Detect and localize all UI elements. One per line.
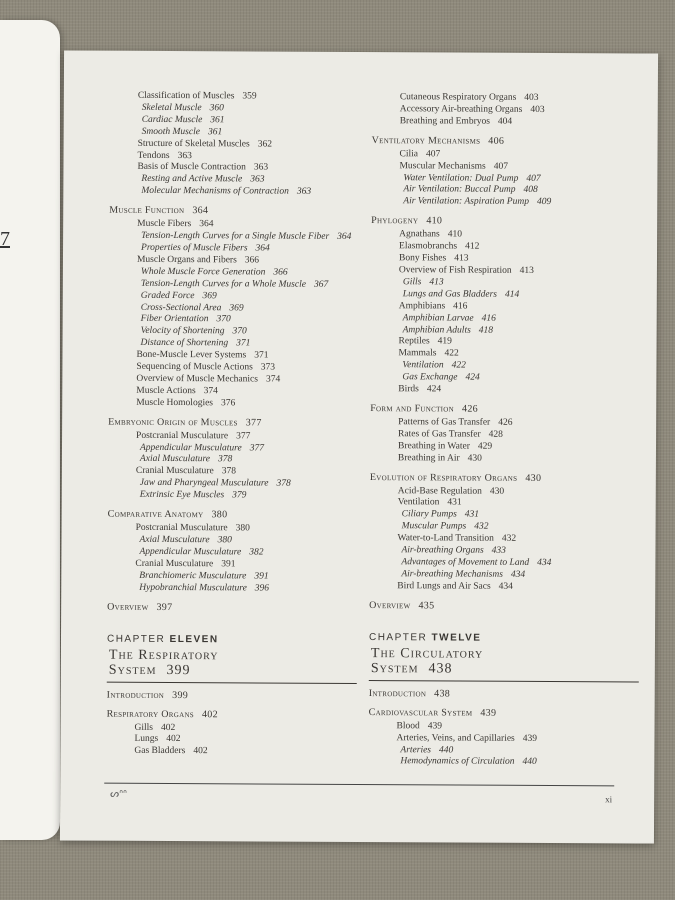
entry-title: Elasmobranchs xyxy=(399,241,458,252)
entry-title: Blood xyxy=(396,720,420,732)
entry-title: Velocity of Shortening xyxy=(140,326,225,337)
page-ref: 363 xyxy=(177,150,192,161)
page-ref: 371 xyxy=(236,338,251,349)
page-ref: 438 xyxy=(428,661,453,677)
entry-title: Advantages of Movement to Land xyxy=(401,557,530,568)
entry-title: Muscular Mechanisms xyxy=(399,160,486,172)
toc-section-heading xyxy=(107,689,357,702)
page-ref: 434 xyxy=(510,569,526,580)
entry-title: Respiratory Organs xyxy=(106,708,195,720)
entry-title: Appendicular Musculature xyxy=(139,442,242,453)
page-ref: 416 xyxy=(481,313,496,324)
entry-title: Ventilatory Mechanisms xyxy=(371,134,481,147)
entry-title: Tension-Length Curves for a Single Muscle Fiber xyxy=(141,230,330,242)
page-ref: 412 xyxy=(465,241,480,252)
page-ref: 359 xyxy=(242,91,257,102)
page-ref: 432 xyxy=(501,533,517,545)
page-ref: 361 xyxy=(207,126,223,137)
entry-title: Air-breathing Mechanisms xyxy=(401,569,503,580)
page-ref: 440 xyxy=(522,757,537,768)
chapter-number: ELEVEN xyxy=(169,633,219,645)
page-ref: 364 xyxy=(337,231,352,243)
page-ref: 402 xyxy=(160,722,176,733)
toc-entry xyxy=(108,397,358,410)
page-ref: 409 xyxy=(536,197,552,208)
page-ref: 410 xyxy=(447,229,463,240)
page-ref: 434 xyxy=(498,581,513,592)
entry-title: Cardiac Muscle xyxy=(141,114,203,125)
page-ref: 407 xyxy=(493,161,509,172)
toc-entry xyxy=(372,116,642,129)
entry-title: Comparative Anatomy xyxy=(107,508,204,521)
page-ref: 397 xyxy=(156,601,173,613)
toc-page xyxy=(60,50,658,843)
chapter-label: CHAPTER ELEVEN xyxy=(106,633,219,645)
toc-subentry xyxy=(109,186,359,199)
entry-title: Cardiovascular System xyxy=(368,706,473,719)
entry-title: Muscle Function xyxy=(109,204,185,217)
page-ref: 432 xyxy=(474,521,489,532)
entry-title: Basis of Muscle Contraction xyxy=(137,162,246,173)
entry-title: Axial Musculature xyxy=(139,454,211,465)
entry-title: Resting and Active Muscle xyxy=(141,174,243,185)
entry-title: Fiber Orientation xyxy=(140,314,209,325)
page-ref: 416 xyxy=(453,301,468,312)
page-ref: 374 xyxy=(265,374,281,385)
page-ref: 408 xyxy=(523,185,538,196)
page-ref: 363 xyxy=(296,186,312,197)
page-ref: 378 xyxy=(221,466,236,477)
page-ref: 369 xyxy=(202,290,217,301)
entry-title: Rates of Gas Transfer xyxy=(398,429,481,440)
entry-title: Ciliary Pumps xyxy=(401,509,457,520)
entry-title: Breathing in Water xyxy=(397,440,470,452)
toc-entry xyxy=(106,746,356,759)
entry-title: Mammals xyxy=(398,348,437,359)
page-ref: 369 xyxy=(229,302,244,313)
entry-title: Accessory Air-breathing Organs xyxy=(399,104,523,115)
page-ref: 377 xyxy=(245,417,262,429)
page-ref: 371 xyxy=(254,350,269,361)
entry-title: Jaw and Pharyngeal Musculature xyxy=(139,478,269,489)
page-ref: 413 xyxy=(454,253,469,264)
entry-title: Muscle Actions xyxy=(136,385,196,396)
entry-title: Amphibian Larvae xyxy=(402,312,474,324)
entry-title: Birds xyxy=(398,384,419,395)
page-number: xi xyxy=(605,794,613,805)
entry-title: Axial Musculature xyxy=(139,534,210,546)
page-ref: 428 xyxy=(488,429,503,440)
chapter-title-line: System 399 xyxy=(108,662,191,678)
page-ref: 424 xyxy=(465,372,480,383)
entry-title: Introduction xyxy=(106,689,165,701)
entry-title: Whole Muscle Force Generation xyxy=(140,266,266,278)
entry-title: Acid-Base Regulation xyxy=(397,485,482,497)
entry-title: Overview of Muscle Mechanics xyxy=(136,373,259,385)
entry-title: Sequencing of Muscle Actions xyxy=(136,361,253,373)
footer-rule xyxy=(104,783,614,787)
entry-title: Gas Exchange xyxy=(402,372,458,383)
entry-title: Breathing and Embryos xyxy=(399,116,490,127)
page-ref: 439 xyxy=(522,733,538,744)
toc-section-heading xyxy=(369,688,639,701)
page-ref: 403 xyxy=(524,92,539,103)
entry-title: Cranial Musculature xyxy=(135,558,214,570)
toc-section-heading xyxy=(370,472,640,485)
page-ref: 430 xyxy=(467,453,482,464)
entry-title: Muscle Organs and Fibers xyxy=(136,254,237,266)
page-ref: 363 xyxy=(253,162,269,173)
toc-section-heading xyxy=(372,135,642,148)
page-ref: 407 xyxy=(526,173,541,184)
entry-title: Gas Bladders xyxy=(134,746,186,757)
entry-title: Postcranial Musculature xyxy=(136,430,229,441)
entry-title: Classification of Muscles xyxy=(137,90,235,102)
toc-subentry xyxy=(108,490,358,503)
page-ref: 440 xyxy=(438,744,454,756)
page-ref: 396 xyxy=(254,583,270,594)
entry-title: Breathing in Air xyxy=(397,452,460,464)
toc-section-heading xyxy=(108,416,358,429)
entry-title: Evolution of Respiratory Organs xyxy=(369,471,518,484)
entry-title: Ventilation xyxy=(402,360,444,371)
page-ref: 361 xyxy=(210,115,225,126)
toc-section-heading xyxy=(371,215,641,228)
entry-title: Extrinsic Eye Muscles xyxy=(139,490,225,501)
toc-subentry xyxy=(371,196,641,209)
entry-title: Introduction xyxy=(368,687,427,700)
page-ref: 364 xyxy=(255,243,270,254)
toc-section-heading xyxy=(107,601,357,614)
toc-entry xyxy=(370,384,640,397)
entry-title: Phylogeny xyxy=(371,215,419,227)
entry-title: Patterns of Gas Transfer xyxy=(398,417,491,428)
entry-title: Muscular Pumps xyxy=(401,521,467,532)
page-ref: 402 xyxy=(193,746,208,757)
entry-title: Muscle Homologies xyxy=(136,397,214,408)
entry-title: Arteries xyxy=(400,744,432,755)
entry-title: Distance of Shortening xyxy=(140,338,229,349)
page-ref: 380 xyxy=(235,523,250,534)
entry-title: Overview xyxy=(369,599,411,611)
page-ref: 399 xyxy=(172,689,189,701)
page-ref: 402 xyxy=(201,708,218,720)
toc-section-heading xyxy=(109,205,359,218)
page-ref: 431 xyxy=(464,509,480,521)
page-ref: 422 xyxy=(451,360,466,371)
toc-entry xyxy=(370,453,640,466)
chapter-title xyxy=(107,647,357,683)
facing-page-edge xyxy=(0,20,60,840)
page-ref: 407 xyxy=(425,149,441,160)
page-ref: 430 xyxy=(489,486,505,497)
page-ref: 382 xyxy=(249,547,264,558)
page-ref: 360 xyxy=(209,103,224,114)
entry-title: Air Ventilation: Aspiration Pump xyxy=(403,196,530,208)
entry-title: Bird Lungs and Air Sacs xyxy=(397,581,491,592)
page-ref: 373 xyxy=(260,362,276,373)
page-ref: 364 xyxy=(192,205,209,217)
page-ref: 379 xyxy=(232,490,247,501)
entry-title: Smooth Muscle xyxy=(141,126,200,137)
page-ref: 378 xyxy=(276,478,291,489)
page-ref: 433 xyxy=(491,545,506,556)
entry-title: Postcranial Musculature xyxy=(135,522,228,534)
entry-title: Form and Function xyxy=(370,402,455,415)
chapter-title-line: System 438 xyxy=(370,660,453,677)
entry-title: Overview of Fish Respiration xyxy=(398,265,512,276)
chapter-title-line: The Respiratory xyxy=(108,647,219,663)
publisher-logo-icon: ᔕᐢᐢ xyxy=(110,788,127,800)
toc-section-heading xyxy=(369,707,639,720)
entry-title: Properties of Muscle Fibers xyxy=(141,242,248,254)
page-ref: 414 xyxy=(504,289,520,300)
page-ref: 367 xyxy=(313,279,329,290)
entry-title: Reptiles xyxy=(398,336,430,347)
entry-title: Hypobranchial Musculature xyxy=(139,582,247,594)
entry-title: Lungs and Gas Bladders xyxy=(402,289,498,300)
entry-title: Tension-Length Curves for a Whole Muscle xyxy=(140,278,306,290)
entry-title: Water Ventilation: Dual Pump xyxy=(403,172,519,184)
entry-title: Branchiomeric Musculature xyxy=(139,570,247,582)
page-ref: 399 xyxy=(166,662,191,678)
page-ref: 424 xyxy=(426,384,442,395)
page-ref: 418 xyxy=(478,325,494,336)
toc-entry xyxy=(369,581,639,594)
chapter-number: TWELVE xyxy=(431,632,482,644)
entry-title: Cilia xyxy=(399,148,419,160)
page-ref: 366 xyxy=(273,267,288,278)
page-ref: 403 xyxy=(530,104,545,115)
entry-title: Appendicular Musculature xyxy=(139,546,242,558)
page-ref: 438 xyxy=(434,688,451,700)
page-ref: 439 xyxy=(480,707,497,719)
toc-section-heading xyxy=(370,403,640,416)
entry-title: Water-to-Land Transition xyxy=(397,533,494,544)
entry-title: Ventilation xyxy=(397,497,440,508)
entry-title: Amphibian Adults xyxy=(402,324,471,336)
toc-section-heading xyxy=(107,708,357,721)
page-ref: 374 xyxy=(203,386,218,397)
entry-title: Air-breathing Organs xyxy=(401,545,484,556)
page-ref: 434 xyxy=(537,557,552,569)
entry-title: Structure of Skeletal Muscles xyxy=(137,138,250,150)
page-ref: 370 xyxy=(216,314,231,325)
entry-title: Embryonic Origin of Muscles xyxy=(108,416,238,429)
page-ref: 431 xyxy=(447,497,462,509)
entry-title: Tendons xyxy=(137,150,170,161)
page-ref: 426 xyxy=(498,417,513,428)
page-ref: 429 xyxy=(477,441,493,452)
page-ref: 380 xyxy=(217,535,232,546)
entry-title: Agnathans xyxy=(399,229,440,240)
entry-title: Molecular Mechanisms of Contraction xyxy=(141,186,289,197)
entry-title: Cranial Musculature xyxy=(135,466,214,477)
toc-section-heading xyxy=(369,600,639,613)
page-ref: 402 xyxy=(166,734,181,745)
toc-left-column xyxy=(106,91,359,760)
entry-title: Air Ventilation: Buccal Pump xyxy=(403,184,516,196)
page-ref: 377 xyxy=(236,431,251,442)
page-ref: 413 xyxy=(519,265,534,276)
toc-subentry xyxy=(107,582,357,595)
entry-title: Muscle Fibers xyxy=(137,218,192,230)
entry-title: Hemodynamics of Circulation xyxy=(400,756,515,768)
chapter-label: CHAPTER TWELVE xyxy=(368,631,482,644)
page-ref: 391 xyxy=(254,571,269,582)
page-ref: 376 xyxy=(220,398,236,409)
entry-title: Amphibians xyxy=(398,300,446,312)
page-ref: 430 xyxy=(525,472,542,484)
page-ref: 377 xyxy=(249,442,265,454)
entry-title: Gills xyxy=(134,722,154,733)
page-ref: 413 xyxy=(429,277,444,288)
entry-title: Graded Force xyxy=(140,290,195,301)
page-ref: 363 xyxy=(250,174,265,185)
entry-title: Bone-Muscle Lever Systems xyxy=(136,349,247,361)
entry-title: Cutaneous Respiratory Organs xyxy=(399,92,517,103)
chapter-title xyxy=(369,646,639,682)
toc-section-heading xyxy=(108,509,358,522)
page-ref: 364 xyxy=(199,219,214,230)
page-ref: 406 xyxy=(488,135,505,147)
chapter-title-line: The Circulatory xyxy=(370,645,484,662)
entry-title: Bony Fishes xyxy=(398,253,447,264)
entry-title: Overview xyxy=(107,601,149,613)
toc-subentry xyxy=(368,756,638,769)
page-ref: 435 xyxy=(418,600,435,612)
page-ref: 419 xyxy=(437,336,452,347)
page-ref: 366 xyxy=(244,255,260,266)
entry-title: Arteries, Veins, and Capillaries xyxy=(396,732,515,744)
entry-title: Cross-Sectional Area xyxy=(140,302,222,313)
page-ref: 439 xyxy=(427,721,443,732)
entry-title: Gills xyxy=(402,277,422,288)
entry-title: Skeletal Muscle xyxy=(141,102,202,114)
page-ref: 404 xyxy=(497,116,513,127)
page-ref: 422 xyxy=(444,348,459,359)
page-ref: 362 xyxy=(257,139,273,150)
page-ref: 410 xyxy=(426,215,443,227)
page-ref: 378 xyxy=(217,454,233,465)
page-ref: 380 xyxy=(211,509,228,521)
page-ref: 391 xyxy=(221,559,236,570)
page-ref: 370 xyxy=(232,326,247,337)
facing-page-fragment: 7 xyxy=(0,228,10,250)
page-ref: 426 xyxy=(462,403,478,415)
entry-title: Lungs xyxy=(134,734,159,745)
toc-right-column xyxy=(368,92,642,770)
